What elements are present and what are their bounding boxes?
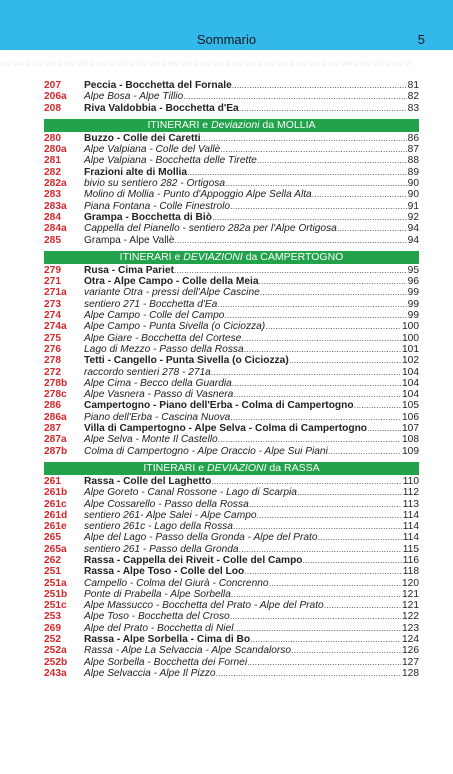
page-ref: 91: [407, 200, 419, 212]
dot-leader: [187, 167, 407, 178]
dot-leader: [224, 310, 406, 321]
toc-entry[interactable]: [44, 412, 419, 423]
page-ref: 83: [407, 102, 419, 114]
route-number: 286a: [44, 411, 67, 423]
dot-leader: [247, 657, 401, 668]
page-ref: 122: [402, 611, 419, 623]
route-number: 271: [44, 276, 61, 288]
route-title: Alpe del Prato - Bocchetta di Niel: [84, 622, 234, 634]
route-title: Grampa - Alpe Vallè: [84, 234, 175, 246]
route-title: Alpe Selvaccia - Alpe Il Pizzo: [84, 667, 216, 679]
page-ref: 116: [402, 554, 419, 566]
dot-leader: [257, 510, 402, 521]
page-ref: 88: [407, 155, 419, 167]
route-number: 287a: [44, 434, 67, 446]
route-number: 208: [44, 102, 61, 114]
dot-leader: [220, 144, 406, 155]
page-ref: 104: [402, 389, 419, 401]
section-header-mollia: ITINERARI e Deviazioni da MOLLIA: [44, 119, 419, 132]
toc-group-continued: [44, 80, 419, 114]
page-ref: 124: [402, 634, 419, 646]
toc-group-campertogno: [44, 265, 419, 457]
dot-leader: [218, 434, 401, 445]
page-ref: 128: [402, 667, 419, 679]
route-title: Otra - Alpe Campo - Colle della Meia: [84, 276, 259, 288]
page-ref: 87: [407, 144, 419, 156]
route-number: 279: [44, 264, 61, 276]
dot-leader: [259, 276, 407, 287]
route-number: 285: [44, 234, 61, 246]
toc-entry[interactable]: [44, 287, 419, 298]
route-title: Alpe Campo - Colle del Campo: [84, 310, 225, 322]
route-title: Riva Valdobbia - Bocchetta d'Ea: [84, 102, 239, 114]
route-title: variante Otra - pressi dell'Alpe Cascine: [84, 287, 260, 299]
route-number: 251a: [44, 577, 67, 589]
toc-entry[interactable]: [44, 668, 419, 679]
dot-leader: [297, 487, 402, 498]
toc-entry[interactable]: [44, 521, 419, 532]
route-number: 284: [44, 211, 61, 223]
route-title: Rassa - Alpe Toso - Colle del Loo: [84, 566, 245, 578]
toc-entry[interactable]: [44, 645, 419, 656]
dot-leader: [318, 532, 402, 543]
dot-leader: [324, 600, 401, 611]
toc-entry[interactable]: [44, 623, 419, 634]
page-ref: 108: [402, 434, 419, 446]
dot-leader: [211, 476, 401, 487]
route-number: 272: [44, 366, 61, 378]
route-number: 269: [44, 622, 61, 634]
toc-entry[interactable]: [44, 133, 419, 144]
dot-leader: [230, 201, 407, 212]
route-title: Alpe Selva - Monte Il Castello: [84, 434, 218, 446]
route-title: Alpe Vasnera - Passo di Vasnera: [84, 389, 234, 401]
toc-entry[interactable]: [44, 367, 419, 378]
page-ref: 101: [402, 343, 419, 355]
toc-entry[interactable]: [44, 310, 419, 321]
route-number: 265: [44, 532, 61, 544]
dot-leader: [367, 423, 401, 434]
route-title: Alpe Valpiana - Bocchetta delle Tirette: [84, 155, 257, 167]
toc-entry[interactable]: [44, 144, 419, 155]
route-number: 282a: [44, 178, 67, 190]
toc-entry[interactable]: [44, 578, 419, 589]
dot-leader: [239, 103, 407, 114]
route-number: 206a: [44, 91, 67, 103]
toc-entry[interactable]: [44, 155, 419, 166]
toc-entry[interactable]: [44, 434, 419, 445]
toc-entry[interactable]: [44, 589, 419, 600]
route-number: 261d: [44, 509, 68, 521]
route-number: 287: [44, 423, 61, 435]
dot-leader: [201, 133, 407, 144]
route-number: 278c: [44, 389, 67, 401]
page-ref: 104: [402, 366, 419, 378]
page-number: 5: [417, 32, 425, 47]
dot-leader: [249, 499, 402, 510]
route-number: 282: [44, 166, 61, 178]
toc-entry[interactable]: [44, 80, 419, 91]
route-number: 278: [44, 355, 61, 367]
route-number: 207: [44, 80, 61, 91]
page-ref: 114: [402, 532, 419, 544]
route-title: Rassa - Colle del Laghetto: [84, 475, 212, 487]
dot-leader: [265, 321, 401, 332]
dot-leader: [337, 223, 407, 234]
header-bar: [0, 0, 453, 50]
route-title: Alpe del Lago - Passo della Gronda - Alpe del Prato: [84, 532, 318, 544]
toc-entry[interactable]: [44, 265, 419, 276]
route-title: Alpe Sorbella - Bocchetta dei Fornei: [84, 656, 248, 668]
dot-leader: [233, 389, 401, 400]
page-ref: 104: [402, 377, 419, 389]
page-ref: 114: [402, 509, 419, 521]
page-ref: 107: [402, 423, 419, 435]
route-number: 251b: [44, 588, 68, 600]
route-title: Alpe Cossarello - Passo della Rossa: [84, 498, 249, 510]
dotted-divider: ○○○○○○○○○○○○○○○○○○○○○○○○○○○○○○○○○○○○○○○○○○○○○○○○○○○○○○○○○○○○○○○○: [0, 58, 412, 68]
toc-entry[interactable]: [44, 212, 419, 223]
dot-leader: [216, 668, 401, 679]
route-number: 276: [44, 343, 61, 355]
page-ref: 105: [402, 400, 419, 412]
route-title: Frazioni alte di Mollia: [84, 166, 188, 178]
dot-leader: [233, 521, 402, 532]
dot-leader: [174, 235, 406, 246]
route-title: Lago di Mezzo - Passo della Rossa: [84, 343, 244, 355]
page-ref: 106: [402, 411, 419, 423]
route-title: Piano dell'Erba - Cascina Nuova: [84, 411, 231, 423]
page-ref: 95: [407, 264, 419, 276]
route-title: Villa di Campertogno - Alpe Selva - Colma di Campertogno: [84, 423, 368, 435]
page-ref: 99: [407, 310, 419, 322]
dot-leader: [241, 333, 401, 344]
page-ref: 110: [402, 475, 419, 487]
toc-entry[interactable]: [44, 634, 419, 645]
dot-leader: [234, 623, 402, 634]
toc-entry[interactable]: [44, 532, 419, 543]
dot-leader: [225, 178, 407, 189]
toc-entry[interactable]: [44, 555, 419, 566]
dot-leader: [244, 566, 402, 577]
toc-entry[interactable]: [44, 333, 419, 344]
dot-leader: [260, 287, 407, 298]
route-number: 261b: [44, 487, 68, 499]
page-ref: 115: [402, 543, 419, 555]
dot-leader: [232, 378, 401, 389]
route-number: 262: [44, 554, 61, 566]
page-ref: 127: [402, 656, 419, 668]
route-title: Campello - Colma del Giurà - Concrenno: [84, 577, 269, 589]
page-ref: 94: [407, 234, 419, 246]
route-number: 280a: [44, 144, 67, 156]
toc-entry[interactable]: [44, 423, 419, 434]
toc-entry[interactable]: [44, 600, 419, 611]
route-title: Alpe Toso - Bocchetta del Croso: [84, 611, 230, 623]
dot-leader: [230, 611, 401, 622]
section-header-rassa: ITINERARI e DEVIAZIONI da RASSA: [44, 462, 419, 475]
route-title: Campertogno - Piano dell'Erba - Colma di Campertogno: [84, 400, 354, 412]
page-ref: 113: [402, 498, 419, 510]
dot-leader: [250, 634, 401, 645]
route-number: 261: [44, 475, 61, 487]
toc-entry[interactable]: [44, 487, 419, 498]
toc-entry[interactable]: [44, 201, 419, 212]
toc-entry[interactable]: [44, 344, 419, 355]
page-ref: 99: [407, 287, 419, 299]
route-number: 275: [44, 332, 61, 344]
route-title: Rassa - Cappella dei Riveit - Colle del Campo: [84, 554, 303, 566]
page-title: Sommario: [196, 32, 257, 47]
page-ref: 92: [407, 211, 419, 223]
dot-leader: [232, 80, 407, 91]
dot-leader: [217, 299, 406, 310]
page-ref: 86: [407, 132, 419, 144]
toc-entry[interactable]: [44, 657, 419, 668]
toc-entry[interactable]: [44, 355, 419, 366]
toc-entry[interactable]: [44, 566, 419, 577]
page-ref: 82: [407, 91, 419, 103]
toc-group-rassa: [44, 476, 419, 679]
page-ref: 121: [402, 588, 419, 600]
toc-entry[interactable]: [44, 499, 419, 510]
route-title: Rassa - Alpe La Selvaccia - Alpe Scandalorso: [84, 645, 292, 657]
route-title: bivio su sentiero 282 - Ortigosa: [84, 178, 225, 190]
page-ref: 90: [407, 189, 419, 201]
dot-leader: [174, 265, 407, 276]
toc-entry[interactable]: [44, 178, 419, 189]
page-ref: 120: [402, 577, 419, 589]
page-ref: 102: [402, 355, 419, 367]
dot-leader: [312, 189, 407, 200]
route-title: Rassa - Alpe Sorbella - Cima di Bo: [84, 634, 251, 646]
page-ref: 100: [402, 321, 419, 333]
route-number: 281: [44, 155, 61, 167]
toc-entry[interactable]: [44, 189, 419, 200]
route-title: sentiero 261c - Lago della Rossa: [84, 521, 233, 533]
route-number: 278b: [44, 377, 68, 389]
page-ref: 89: [407, 166, 419, 178]
route-title: Alpe Campo - Punta Sivella (o Ciciozza): [84, 321, 266, 333]
route-title: raccordo sentieri 278 - 271a: [84, 366, 211, 378]
route-number: 274a: [44, 321, 67, 333]
route-title: Alpe Giare - Bocchetta del Cortese: [84, 332, 242, 344]
page-ref: 109: [402, 445, 419, 457]
toc-entry[interactable]: [44, 510, 419, 521]
toc-entry[interactable]: [44, 223, 419, 234]
route-number: 243a: [44, 667, 67, 679]
table-of-contents: [44, 80, 419, 679]
route-title: Buzzo - Colle dei Caretti: [84, 132, 201, 144]
route-title: Molino di Mollia - Punto d'Appoggio Alpe Sella Alta: [84, 189, 312, 201]
route-number: 283: [44, 189, 61, 201]
dot-leader: [244, 344, 401, 355]
dot-leader: [289, 355, 401, 366]
route-title: Ponte di Prabella - Alpe Sorbella: [84, 588, 231, 600]
route-title: Grampa - Bocchetta di Biò: [84, 211, 212, 223]
dot-leader: [211, 367, 401, 378]
toc-entry[interactable]: [44, 400, 419, 411]
route-number: 253: [44, 611, 61, 623]
route-number: 284a: [44, 223, 67, 235]
page-ref: 99: [407, 298, 419, 310]
page-ref: 114: [402, 521, 419, 533]
dot-leader: [212, 212, 407, 223]
route-title: Piana Fontana - Colle Finestrolo: [84, 200, 231, 212]
page-ref: 94: [407, 223, 419, 235]
route-title: Alpe Cima - Becco della Guardia: [84, 377, 232, 389]
route-number: 265a: [44, 543, 67, 555]
route-title: sentiero 271 - Bocchetta d'Ea: [84, 298, 218, 310]
toc-entry[interactable]: [44, 446, 419, 457]
page-ref: 112: [402, 487, 419, 499]
dot-leader: [354, 400, 401, 411]
route-number: 273: [44, 298, 61, 310]
toc-entry[interactable]: [44, 167, 419, 178]
route-number: 252: [44, 634, 61, 646]
route-number: 252b: [44, 656, 68, 668]
route-number: 251c: [44, 600, 67, 612]
route-number: 271a: [44, 287, 67, 299]
dot-leader: [291, 645, 401, 656]
route-title: Alpe Goreto - Canal Rossone - Lago di Scarpia: [84, 487, 297, 499]
route-title: sentiero 261 - Passo della Gronda: [84, 543, 239, 555]
dot-leader: [257, 155, 407, 166]
page-ref: 121: [402, 600, 419, 612]
dot-leader: [231, 589, 401, 600]
route-number: 280: [44, 132, 61, 144]
route-title: Colma di Campertogno - Alpe Oraccio - Alpe Sui Piani: [84, 445, 328, 457]
page-ref: 96: [407, 276, 419, 288]
page-ref: 90: [407, 178, 419, 190]
toc-entry[interactable]: [44, 276, 419, 287]
toc-entry[interactable]: [44, 321, 419, 332]
route-title: Peccia - Bocchetta del Fornale: [84, 80, 232, 91]
route-number: 283a: [44, 200, 67, 212]
section-header-campertogno: ITINERARI e DEVIAZIONI da CAMPERTOGNO: [44, 251, 419, 264]
dot-leader: [230, 412, 401, 423]
route-number: 287b: [44, 445, 68, 457]
toc-entry[interactable]: [44, 91, 419, 102]
dot-leader: [239, 544, 402, 555]
route-title: Alpe Valpiana - Colle del Vallè: [84, 144, 221, 156]
route-number: 251: [44, 566, 61, 578]
route-title: Tetti - Cangello - Punta Sivella (o Ciciozza): [84, 355, 289, 367]
route-number: 252a: [44, 645, 67, 657]
toc-entry[interactable]: [44, 476, 419, 487]
route-title: Alpe Massucco - Bocchetta del Prato - Alpe del Prato: [84, 600, 324, 612]
route-title: Alpe Bosa - Alpe Tillio: [84, 91, 184, 103]
route-number: 261e: [44, 521, 67, 533]
toc-entry[interactable]: [44, 611, 419, 622]
toc-entry[interactable]: [44, 103, 419, 114]
toc-entry[interactable]: [44, 235, 419, 246]
route-number: 286: [44, 400, 61, 412]
route-title: Rusa - Cima Pariet: [84, 264, 175, 276]
route-title: Cappella del Pianello - sentiero 282a per l'Alpe Ortigosa: [84, 223, 337, 235]
route-title: sentiero 261- Alpe Salei - Alpe Campo: [84, 509, 257, 521]
page-ref: 126: [402, 645, 419, 657]
page-ref: 81: [407, 80, 419, 91]
route-number: 274: [44, 310, 61, 322]
dot-leader: [328, 446, 401, 457]
route-number: 261c: [44, 498, 67, 510]
page-ref: 118: [402, 566, 419, 578]
page-ref: 123: [402, 622, 419, 634]
toc-entry[interactable]: [44, 544, 419, 555]
page-ref: 100: [402, 332, 419, 344]
dot-leader: [269, 578, 401, 589]
dot-leader: [183, 91, 406, 102]
dot-leader: [303, 555, 402, 566]
toc-entry[interactable]: [44, 299, 419, 310]
toc-entry[interactable]: [44, 389, 419, 400]
toc-entry[interactable]: [44, 378, 419, 389]
toc-group-mollia: [44, 133, 419, 246]
